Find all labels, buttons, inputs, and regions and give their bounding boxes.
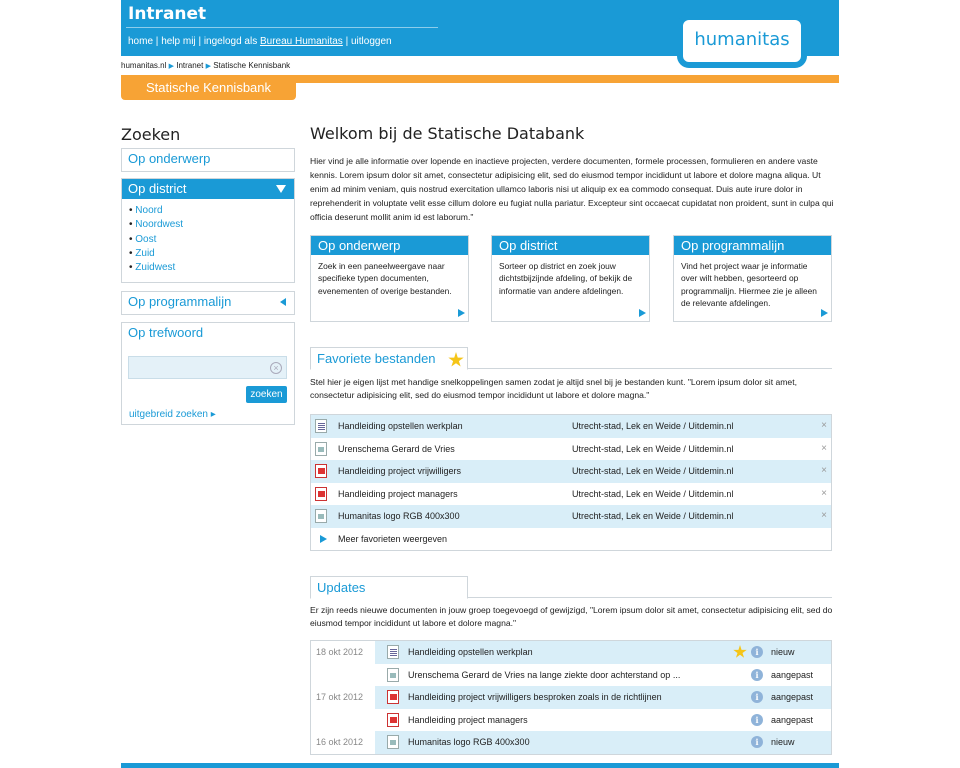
district-item-zuid[interactable]: • Zuid [129, 247, 288, 261]
file-name[interactable]: Handleiding project managers [338, 488, 458, 499]
card-text: Sorteer op district en zoek jouw dichtstbijzijnde afdeling, of bekijk de informatie van andere afdelingen. [499, 261, 633, 296]
site-header [121, 0, 839, 56]
update-status: aangepast [771, 692, 814, 703]
search-by-district-title[interactable] [122, 179, 294, 199]
more-favorites-row[interactable] [311, 528, 831, 551]
image-file-icon [315, 442, 327, 456]
doc-icon [387, 645, 399, 659]
info-icon[interactable]: i [751, 691, 763, 703]
update-file-name[interactable]: Humanitas logo RGB 400x300 [408, 737, 530, 748]
info-icon[interactable]: i [751, 714, 763, 726]
info-icon[interactable]: i [751, 736, 763, 748]
logged-in-label: ingelogd als [203, 36, 258, 47]
breadcrumb-intranet-link[interactable]: Intranet [176, 61, 204, 70]
district-item-noordwest[interactable]: • Noordwest [129, 218, 288, 232]
nav-separator: | [345, 36, 351, 47]
table-row[interactable] [311, 505, 831, 528]
district-card[interactable] [491, 235, 650, 322]
image-file-icon [315, 509, 327, 523]
search-heading: Zoeken [121, 125, 181, 144]
favorites-tab [310, 347, 468, 370]
footer-bar [121, 763, 839, 768]
favorites-title: Favoriete bestanden [317, 351, 436, 366]
search-by-subject-title[interactable]: Op onderwerp [128, 151, 211, 166]
breadcrumb-home-link[interactable]: humanitas.nl [121, 61, 167, 70]
table-row[interactable] [311, 731, 831, 754]
pdf-icon [387, 690, 399, 704]
title-divider [126, 27, 438, 28]
remove-icon[interactable]: × [821, 420, 827, 431]
breadcrumb-arrow-icon: ▶ [205, 63, 211, 70]
arrow-right-icon[interactable] [821, 309, 828, 317]
arrow-right-icon[interactable] [458, 309, 465, 317]
logo-text: humanitas [694, 29, 790, 50]
file-location: Utrecht-stad, Lek en Weide / Uitdemin.nl [572, 511, 734, 521]
remove-icon[interactable]: × [821, 487, 827, 499]
user-link[interactable]: Bureau Humanitas [259, 36, 343, 47]
table-row[interactable] [311, 460, 831, 483]
card-title: Op programmalijn [674, 236, 831, 255]
search-by-programme-panel[interactable] [121, 291, 295, 315]
updates-title: Updates [317, 580, 366, 595]
subject-card[interactable] [310, 235, 469, 322]
update-status: aangepast [771, 714, 814, 725]
file-name[interactable]: Humanitas logo RGB 400x300 [338, 511, 460, 521]
top-navigation [128, 36, 392, 47]
search-by-programme-title[interactable] [122, 292, 294, 312]
table-row[interactable] [311, 664, 831, 687]
page-title: Welkom bij de Statische Databank [310, 124, 585, 143]
district-item-noord[interactable]: • Noord [129, 204, 288, 218]
search-input[interactable] [129, 357, 286, 378]
more-favorites-link[interactable]: Meer favorieten weergeven [338, 533, 448, 544]
district-item-oost[interactable]: • Oost [129, 233, 288, 247]
image-file-icon [387, 735, 399, 749]
card-title: Op onderwerp [311, 236, 468, 255]
info-icon[interactable]: i [751, 646, 763, 658]
update-status: nieuw [771, 647, 795, 657]
star-icon [448, 352, 464, 368]
app-title: Intranet [128, 4, 207, 24]
arrow-right-icon [320, 535, 327, 543]
table-row[interactable] [311, 415, 831, 438]
arrow-right-icon[interactable] [639, 309, 646, 317]
info-icon[interactable]: i [751, 669, 763, 681]
pdf-icon [315, 487, 327, 501]
update-file-name[interactable]: Handleiding opstellen werkplan [408, 647, 533, 657]
search-button[interactable]: zoeken [246, 386, 287, 403]
updates-header [310, 576, 832, 598]
search-by-keyword-title: Op trefwoord [128, 325, 204, 340]
update-status: aangepast [771, 669, 814, 680]
intro-text: Hier vind je alle informatie over lopende en inactieve projecten, verdere documenten, formele processen, formulieren en andere vaste kennis. Lorem ipsum dolor sit amet, consectetur adipisicing elit, sed do eiusmod tempor incididunt ut labore et dolore magna aliqua. Ut enim ad minim veniam, quis nostrud exercitation ullamco laboris nisi ut aliquip ex ea commodo consequat. Duis aute irure dolor in reprehenderit in voluptate velit esse cillum dolore eu fugiat nulla pariatur. Excepteur sint occaecat cupidatat non proident, sunt in culpa qui officia deserunt mollit anim id est laborum." [310, 156, 834, 222]
clear-icon[interactable]: × [270, 362, 282, 374]
remove-icon[interactable]: × [821, 465, 827, 476]
remove-icon[interactable]: × [821, 442, 827, 454]
district-list [122, 199, 294, 281]
programme-card[interactable] [673, 235, 832, 322]
search-by-keyword-panel [121, 322, 295, 425]
search-by-subject-panel[interactable] [121, 148, 295, 172]
favorites-table [310, 414, 832, 551]
update-date: 16 okt 2012 [316, 737, 364, 748]
nav-separator: | [198, 36, 204, 47]
card-text: Vind het project waar je informatie over wilt hebben, gesorteerd op programmalijn. Hiermee zie je alleen de relevante afdelingen. [681, 261, 817, 309]
search-field [128, 356, 287, 379]
breadcrumb-arrow-icon: ▶ [168, 63, 174, 70]
updates-tab [310, 576, 468, 599]
breadcrumb-current: Statische Kennisbank [213, 61, 291, 70]
doc-icon [315, 419, 327, 433]
update-file-name[interactable]: Handleiding project managers [408, 714, 528, 725]
image-file-icon [387, 668, 399, 682]
district-title-label: Op district [128, 181, 187, 196]
district-item-zuidwest[interactable]: • Zuidwest [129, 261, 288, 275]
breadcrumb [121, 61, 290, 70]
file-location: Utrecht-stad, Lek en Weide / Uitdemin.nl [572, 443, 734, 454]
favorites-header [310, 347, 832, 369]
update-status: nieuw [771, 737, 795, 748]
nav-help-link[interactable]: help mij [161, 36, 196, 47]
pdf-icon [315, 464, 327, 478]
nav-separator: | [155, 36, 162, 47]
nav-home-link[interactable]: home [128, 36, 154, 47]
update-date: 18 okt 2012 [316, 647, 364, 657]
remove-icon[interactable]: × [821, 510, 827, 521]
file-name[interactable]: Urenschema Gerard de Vries [338, 443, 455, 454]
pdf-icon [387, 713, 399, 727]
humanitas-logo[interactable] [677, 14, 807, 68]
table-row[interactable] [311, 686, 831, 709]
section-tab[interactable]: Statische Kennisbank [121, 75, 296, 100]
file-name[interactable]: Handleiding opstellen werkplan [338, 421, 463, 431]
table-row[interactable] [311, 483, 831, 506]
updates-description: Er zijn reeds nieuwe documenten in jouw groep toegevoegd of gewijzigd, "Lorem ipsum dolor sit amet, consectetur adipisicing elit, sed do eiusmod tempor incididunt ut labore et dolore magna." [310, 605, 833, 628]
card-title: Op district [492, 236, 649, 255]
file-name[interactable]: Handleiding project vrijwilligers [338, 466, 462, 476]
logout-link[interactable]: uitloggen [350, 36, 392, 47]
table-row[interactable] [311, 438, 831, 461]
update-file-name[interactable]: Handleiding project vrijwilligers besproken zoals in de richtlijnen [408, 692, 662, 703]
search-by-district-panel [121, 178, 295, 283]
table-row[interactable] [311, 641, 831, 664]
programme-title-label: Op programmalijn [128, 294, 232, 309]
card-text: Zoek in een paneelweergave naar specifieke typen documenten, evenementen of overige bestanden. [318, 261, 452, 296]
update-file-name[interactable]: Urenschema Gerard de Vries na lange ziekte door achterstand op ... [408, 669, 681, 680]
advanced-search-link[interactable]: uitgebreid zoeken ▸ [129, 409, 216, 420]
update-date: 17 okt 2012 [316, 692, 364, 703]
updates-table [310, 640, 832, 755]
file-location: Utrecht-stad, Lek en Weide / Uitdemin.nl [572, 466, 734, 476]
expand-icon[interactable] [280, 298, 286, 306]
table-row[interactable] [311, 709, 831, 732]
file-location: Utrecht-stad, Lek en Weide / Uitdemin.nl [572, 421, 734, 431]
file-location: Utrecht-stad, Lek en Weide / Uitdemin.nl [572, 488, 734, 499]
favorites-description: Stel hier je eigen lijst met handige snelkoppelingen samen zodat je altijd snel bij je bestanden kunt. "Lorem ipsum dolor sit amet, consectetur adipisicing elit, sed do eiusmod tempor incididunt ut labore et dolore magna." [310, 377, 797, 400]
collapse-icon[interactable] [276, 185, 286, 193]
